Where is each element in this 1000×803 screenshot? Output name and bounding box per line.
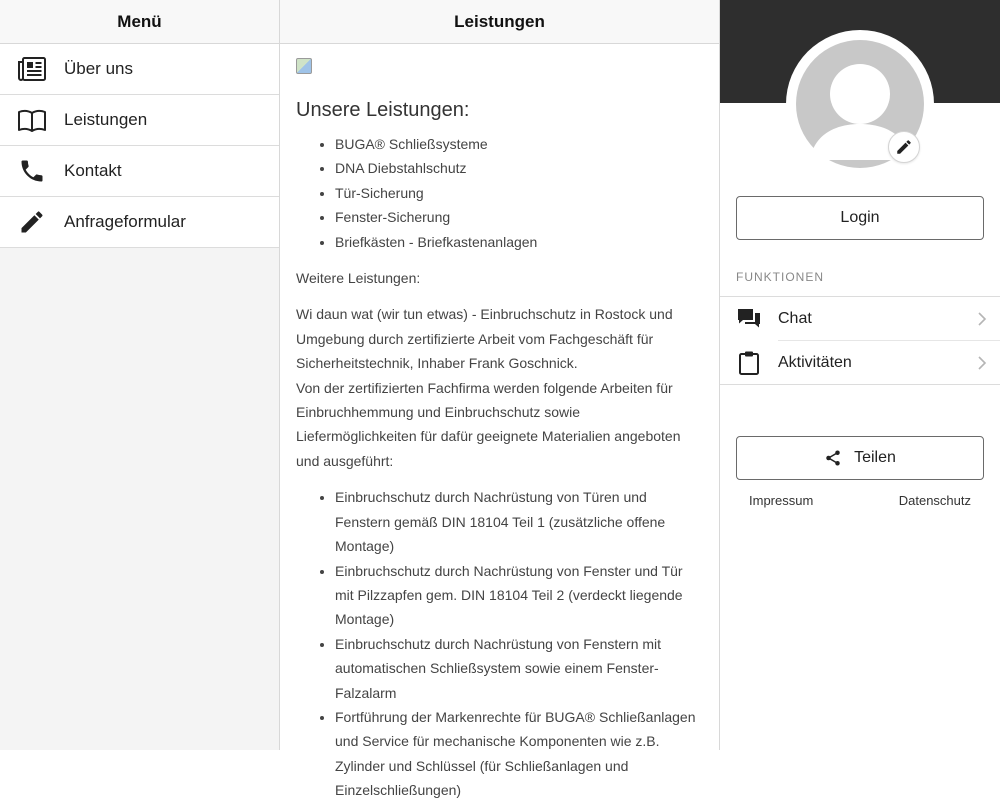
broken-image-icon [296, 58, 312, 74]
menu-item-label: Leistungen [64, 110, 148, 129]
chat-icon [720, 307, 778, 331]
menu-title: Menü [0, 0, 279, 44]
share-icon [824, 449, 842, 467]
list-item: • Einbruchschutz durch Nachrüstung von Türen und Fenstern gemäß DIN 18104 Teil 1 (zusätzliche offene Montage) [335, 485, 703, 558]
list-item: • Fenster-Sicherung [335, 205, 703, 229]
function-label: Aktivitäten [778, 353, 852, 371]
list-item: • Einbruchschutz durch Nachrüstung von Fenstern mit automatischen Schließsystem sowie einem Fenster-Falzalarm [335, 632, 703, 705]
function-item-chat[interactable] [720, 297, 1000, 341]
menu-item-label: Anfrageformular [64, 212, 186, 231]
profile-panel [720, 0, 1000, 750]
pencil-icon [895, 138, 913, 156]
list-item: • Briefkästen - Briefkastenanlagen [335, 230, 703, 254]
content-header: Leistungen [280, 0, 719, 44]
content-title: Unsere Leistungen: [296, 99, 470, 121]
list-item: • BUGA® Schließsysteme [335, 132, 703, 156]
edit-avatar-button[interactable] [888, 131, 920, 163]
menu-item-anfrageformular[interactable] [0, 197, 279, 248]
menu-list [0, 44, 279, 248]
phone-icon [0, 157, 64, 185]
datenschutz-link[interactable]: Datenschutz [898, 493, 971, 508]
intro-paragraph [296, 302, 703, 473]
content-body [280, 44, 719, 803]
share-label: Teilen [854, 449, 896, 466]
function-label: Chat [778, 310, 812, 327]
book-icon [0, 108, 64, 132]
list-item: • DNA Diebstahlschutz [335, 156, 703, 180]
login-button[interactable]: Login [736, 196, 984, 240]
menu-panel [0, 0, 280, 750]
functions-list [720, 296, 1000, 385]
services-list [296, 132, 703, 254]
menu-item-label: Über uns [64, 59, 133, 78]
content-panel [280, 0, 720, 799]
impressum-link[interactable]: Impressum [749, 493, 814, 508]
list-item: • Einbruchschutz durch Nachrüstung von Fenster und Tür mit Pilzzapfen gem. DIN 18104 Teil 2 (verdeckt liegende Montage) [335, 559, 703, 632]
menu-item-kontakt[interactable] [0, 146, 279, 197]
works-list [296, 485, 703, 802]
chevron-right-icon [964, 355, 1000, 371]
chevron-right-icon [964, 311, 1000, 327]
list-item: • Tür-Sicherung [335, 181, 703, 205]
menu-item-ueber-uns[interactable] [0, 44, 279, 95]
intro-text-2: Von der zertifizierten Fachfirma werden folgende Arbeiten für Einbruchhemmung und Einbruchschutz sowie Liefermöglichkeiten für dafür geeignete Materialien angeboten und ausgeführt: [296, 379, 681, 469]
menu-item-leistungen[interactable] [0, 95, 279, 146]
list-item: • Fortführung der Markenrechte für BUGA® Schließanlagen und Service für mechanische Komponenten wie z.B. Zylinder und Schlüssel (für Schließanlagen und Einzelschließungen) [335, 705, 703, 803]
more-services-heading: Weitere Leistungen: [296, 270, 421, 287]
share-button[interactable] [736, 436, 984, 480]
clipboard-icon [720, 350, 778, 376]
function-item-aktivitaeten[interactable] [720, 341, 1000, 385]
intro-text-1: Wi daun wat (wir tun etwas) - Einbruchschutz in Rostock und Umgebung durch zertifizierte Arbeit vom Fachgeschäft für Sicherheitstechnik, Inhaber Frank Goschnick. [296, 306, 673, 372]
footer-links [720, 493, 1000, 508]
pencil-icon [0, 208, 64, 236]
functions-section-label: FUNKTIONEN [736, 270, 824, 284]
menu-item-label: Kontakt [64, 161, 122, 180]
newspaper-icon [0, 56, 64, 82]
